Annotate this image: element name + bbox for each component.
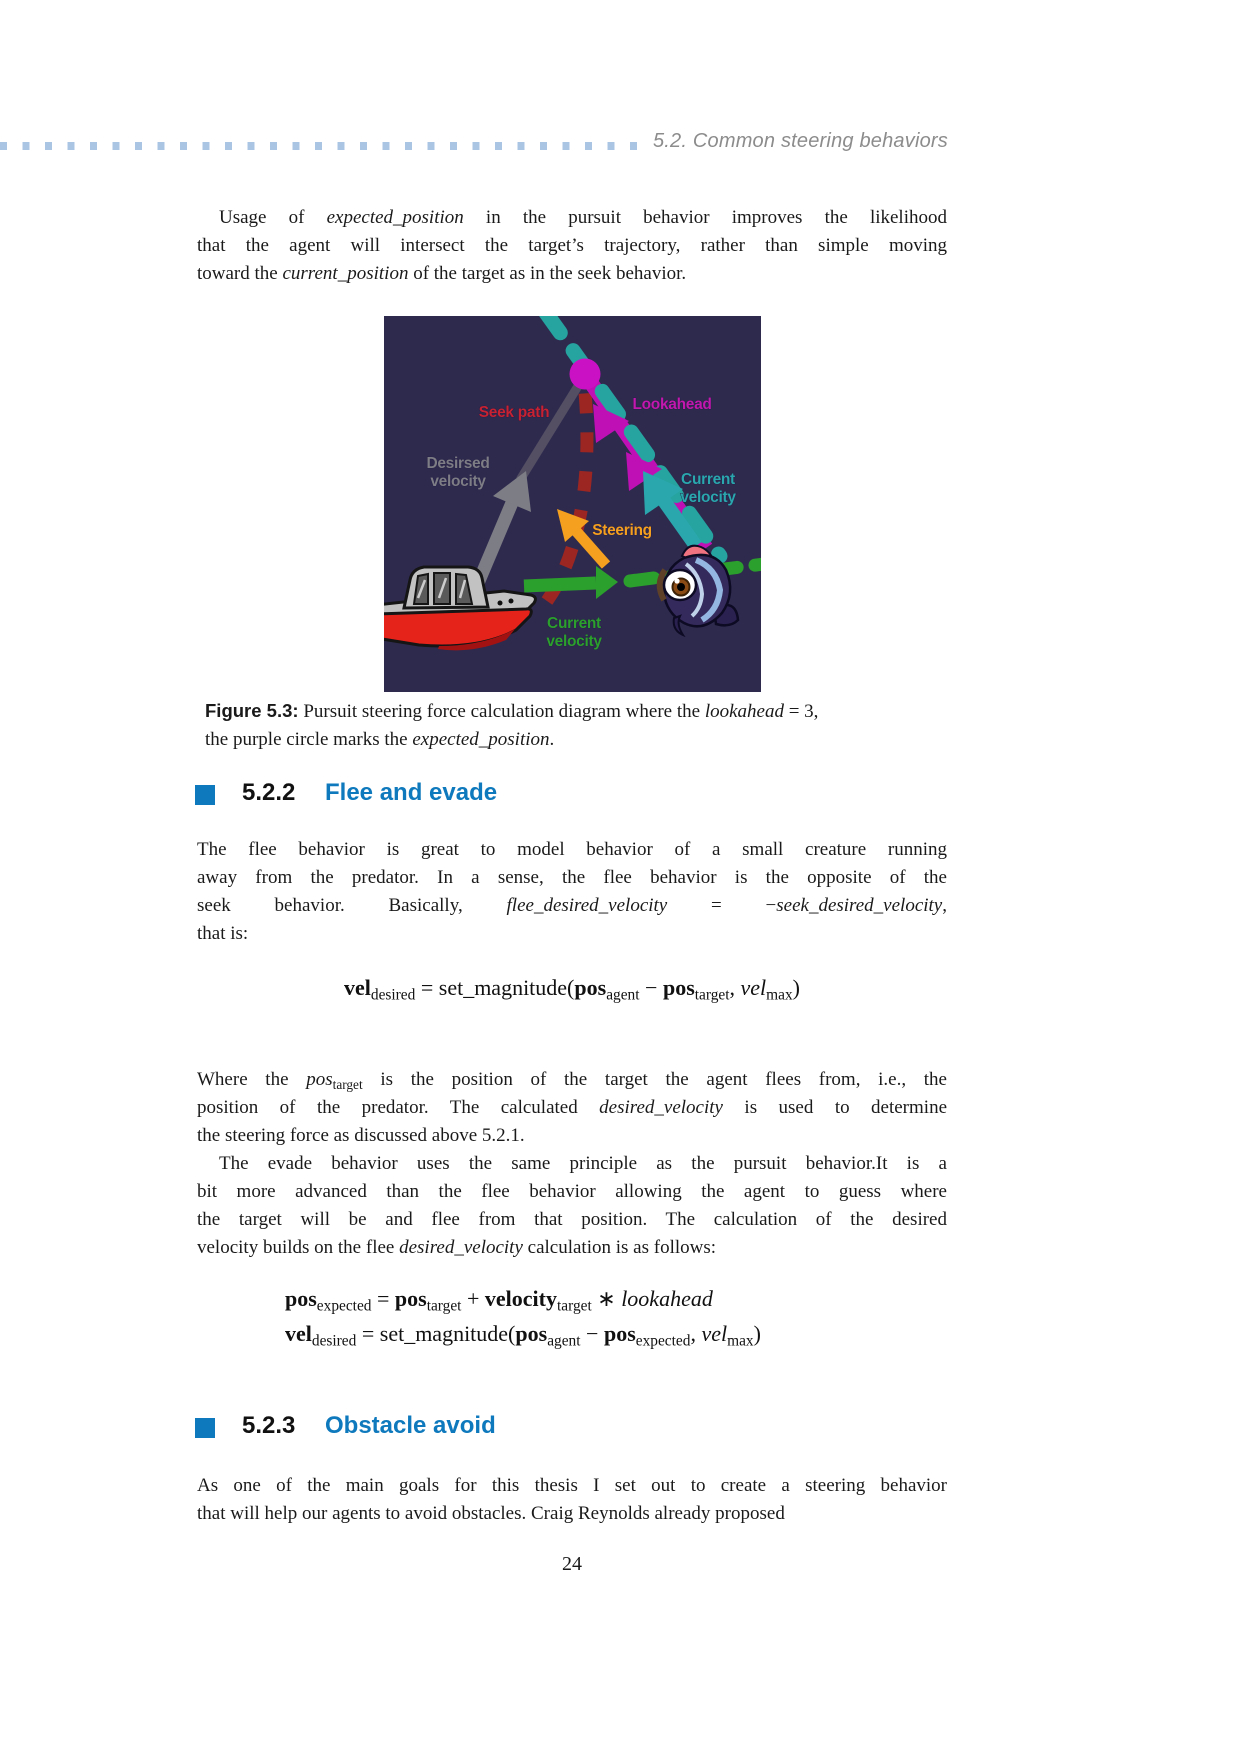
caption-line: Figure 5.3: Pursuit steering force calculation diagram where the lookahead = 3, <box>205 700 819 722</box>
equation-evade-desired-velocity: vel$_{desired}$ = set_magnitude(pos$_{agent}$ − pos$_{expected}$, vel$_{max}$) <box>285 1321 761 1350</box>
desired-velocity-label-line1: Desirsed <box>426 455 490 472</box>
lookahead-label: Lookahead <box>632 396 712 413</box>
section-number: 5.2.3 <box>242 1412 296 1439</box>
text-line: Where the pos$_{target}$ is the position of the target the agent flees from, i.e., the <box>197 1069 947 1092</box>
text-line: that is: <box>197 923 249 944</box>
paragraph-obstacle <box>197 1472 947 1528</box>
seek-path-label: Seek path <box>478 404 550 421</box>
section-title: Obstacle avoid <box>325 1412 496 1439</box>
steering-label: Steering <box>592 522 652 539</box>
fish-current-velocity-label-line1: Current <box>681 471 735 488</box>
text-line: velocity builds on the flee desired_velocity calculation is as follows: <box>197 1237 717 1258</box>
fish-current-velocity-label-line2: velocity <box>680 489 736 506</box>
text-line: that will help our agents to avoid obstacles. Craig Reynolds already proposed <box>197 1503 785 1524</box>
header-section-title: 5.2. Common steering behaviors <box>652 130 948 152</box>
fish-pupil <box>677 583 685 591</box>
text-line: the steering force as discussed above 5.2.1. <box>197 1125 525 1146</box>
text-line: the target will be and flee from that position. The calculation of the desired <box>197 1209 947 1230</box>
equation-flee-desired-velocity: vel$_{desired}$ = set_magnitude(pos$_{agent}$ − pos$_{target}$, vel$_{max}$) <box>344 975 800 1004</box>
section-bullet-square <box>195 1418 215 1438</box>
text-line: As one of the main goals for this thesis I set out to create a steering behavior <box>197 1475 947 1496</box>
caption-line: the purple circle marks the expected_position. <box>205 729 555 750</box>
text-line: The evade behavior uses the same principle as the pursuit behavior.It is a <box>219 1153 947 1174</box>
section-title: Flee and evade <box>325 779 498 806</box>
expected-position-marker <box>570 359 601 390</box>
pursuit-diagram <box>384 316 761 692</box>
text-line: seek behavior. Basically, flee_desired_velocity = −seek_desired_velocity, <box>197 895 947 916</box>
text-line: toward the current_position of the target as in the seek behavior. <box>197 263 687 284</box>
fish-eye-highlight <box>674 578 679 583</box>
text-line: Usage of expected_position in the pursuit behavior improves the likelihood <box>219 207 947 228</box>
figure-5-3 <box>384 316 761 692</box>
text-line: away from the predator. In a sense, the flee behavior is the opposite of the <box>197 867 947 888</box>
header-dotted-rule <box>0 142 637 150</box>
page-number: 24 <box>562 1553 582 1575</box>
paragraph-evade <box>197 1066 947 1262</box>
boat-current-velocity-label-line1: Current <box>547 615 601 632</box>
text-line: that the agent will intersect the target’s trajectory, rather than simple moving <box>197 235 947 256</box>
paragraph-intro <box>197 204 947 288</box>
boat-velocity-arrow-shaft <box>524 583 596 586</box>
boat-porthole-1 <box>498 601 503 606</box>
figure-caption <box>205 697 940 754</box>
paragraph-flee <box>197 836 947 948</box>
boat-porthole-2 <box>509 599 514 604</box>
section-number: 5.2.2 <box>242 779 296 806</box>
text-line: bit more advanced than the flee behavior allowing the agent to guess where <box>197 1181 947 1202</box>
text-line: position of the predator. The calculated desired_velocity is used to determine <box>197 1097 948 1118</box>
desired-velocity-label-line2: velocity <box>430 473 486 490</box>
equation-expected-position: pos$_{expected}$ = pos$_{target}$ + velocity$_{target}$ ∗ lookahead <box>285 1286 713 1315</box>
text-line: The flee behavior is great to model behavior of a small creature running <box>197 839 947 860</box>
boat-current-velocity-label-line2: velocity <box>546 633 602 650</box>
section-bullet-square <box>195 785 215 805</box>
